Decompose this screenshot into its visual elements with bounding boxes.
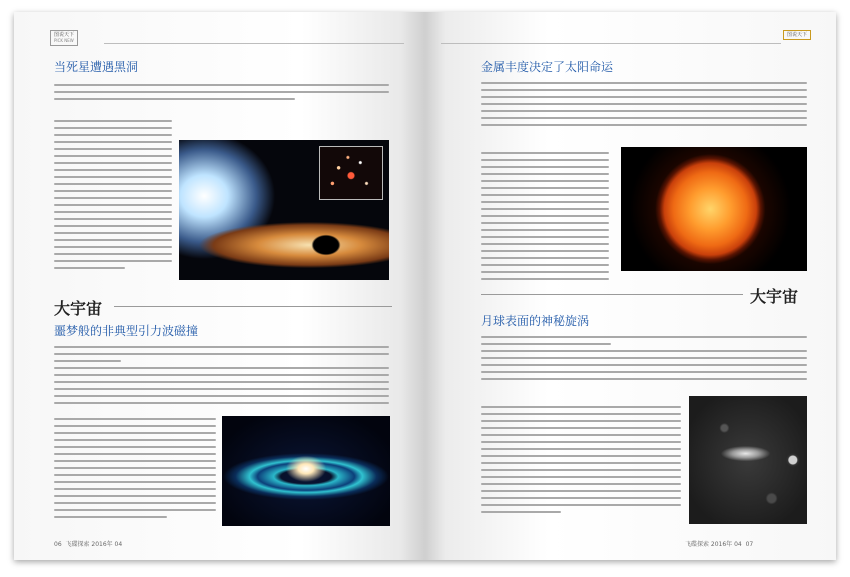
right-page-number: 07 <box>745 541 754 548</box>
right-page <box>425 12 836 560</box>
moon-swirl-image <box>689 396 807 524</box>
right-section-head: 大宇宙 <box>750 287 799 306</box>
right-section-rule <box>481 294 743 295</box>
gravitational-wave-image <box>222 416 390 526</box>
left-header-rule <box>104 43 404 44</box>
left-page-number: 06 <box>54 541 62 548</box>
left-section-rule <box>114 306 392 307</box>
left-column-text-1 <box>54 120 172 274</box>
right-folio <box>685 539 753 548</box>
left-article-2-intro <box>54 346 389 409</box>
right-intro-text <box>481 82 807 131</box>
right-article-title-2: 月球表面的神秘旋涡 <box>481 314 590 328</box>
left-folio <box>54 539 122 548</box>
right-article-title-1: 金属丰度决定了太阳命运 <box>481 60 614 74</box>
left-article-title-1: 当死星遭遇黑洞 <box>54 60 139 74</box>
magazine-spread <box>14 12 836 560</box>
black-hole-image <box>179 140 389 280</box>
right-header-tag-text: 图说天下 <box>787 32 808 38</box>
left-page <box>14 12 425 560</box>
left-header-tag-text: 图说天下 <box>54 32 75 38</box>
right-header-rule <box>441 43 781 44</box>
left-article-title-2: 噩梦般的非典型引力波磁撞 <box>54 324 199 338</box>
right-header-tag <box>783 30 811 40</box>
left-header-tag <box>50 30 78 46</box>
left-folio-text: 飞碟探索 2016年 04 <box>65 541 123 548</box>
right-column-text-2 <box>481 406 681 518</box>
left-intro-text <box>54 84 389 105</box>
black-hole-inset-image <box>319 146 383 200</box>
right-folio-text: 飞碟探索 2016年 04 <box>685 541 742 548</box>
right-article-2-intro <box>481 336 807 385</box>
left-header-sub-text: PICK NEW <box>54 38 74 43</box>
left-column-text-2 <box>54 418 216 523</box>
right-column-text-1 <box>481 152 609 285</box>
sun-image <box>621 147 807 271</box>
left-section-head: 大宇宙 <box>54 299 103 318</box>
